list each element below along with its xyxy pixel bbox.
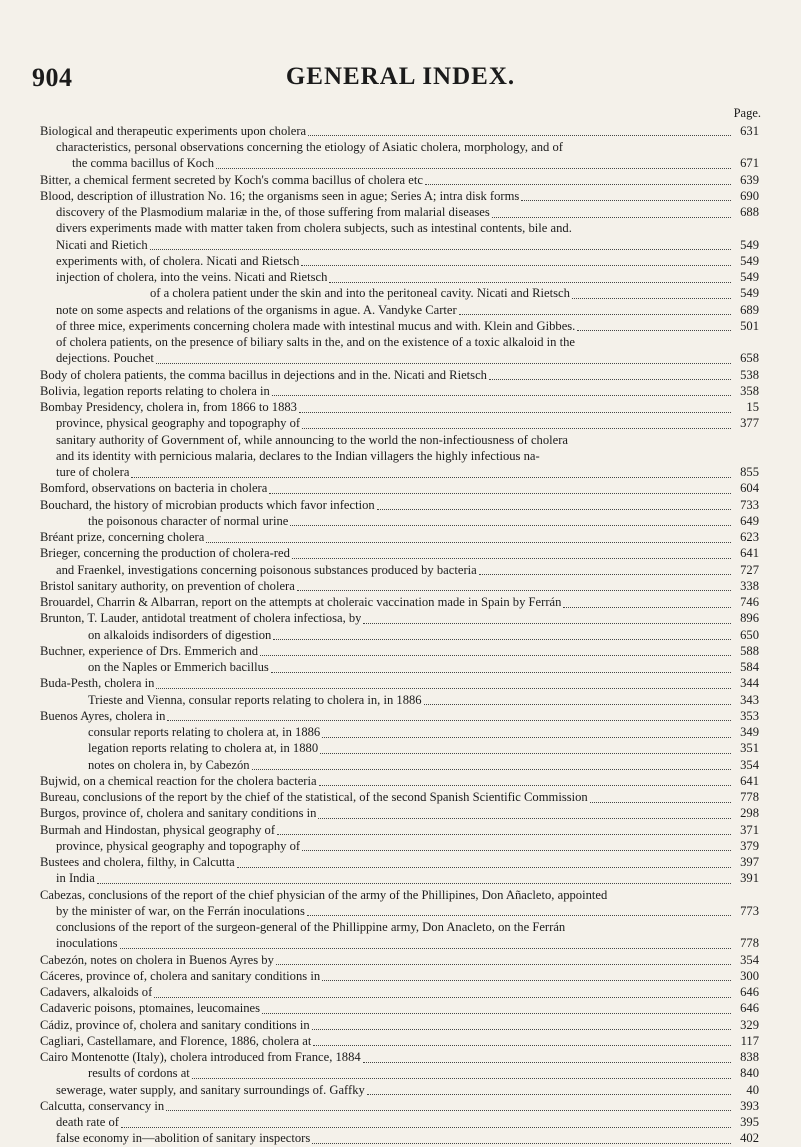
- index-entry: [0, 789, 801, 805]
- index-entry-text: legation reports relating to cholera at, in 1880: [88, 741, 319, 756]
- index-entry: [0, 156, 801, 172]
- index-entry-text: sanitary authority of Government of, while announcing to the world the non-infectiousness of cholera: [56, 432, 569, 447]
- index-entry-text: on alkaloids indisorders of digestion: [88, 627, 272, 642]
- dot-leader: [367, 1093, 731, 1095]
- index-entry-text: injection of cholera, into the veins. Nicati and Rietsch: [56, 270, 328, 285]
- index-entry-page: 588: [740, 643, 759, 658]
- index-entry-text: in India: [56, 871, 95, 886]
- index-entry-page: 354: [740, 757, 759, 772]
- index-entry-text: notes on cholera in, by Cabezón: [88, 757, 250, 772]
- index-entry: [0, 513, 801, 529]
- index-entry-text: of cholera patients, on the presence of biliary salts in the, and on the existence of a toxic alkaloid in the: [56, 335, 575, 350]
- index-entry-text: on the Naples or Emmerich bacillus: [88, 660, 269, 675]
- index-entry-text: of a cholera patient under the skin and into the peritoneal cavity. Nicati and Rietsch: [150, 286, 570, 301]
- index-entry-text: Burgos, province of, cholera and sanitary conditions in: [40, 806, 317, 821]
- dot-leader: [363, 622, 731, 624]
- index-entry-page: 300: [740, 968, 759, 983]
- index-entry: [0, 1033, 801, 1049]
- index-entry: [0, 399, 801, 415]
- index-entry: [0, 919, 801, 935]
- index-entry-page: 646: [740, 985, 759, 1000]
- dot-leader: [297, 589, 731, 591]
- page-title: GENERAL INDEX.: [285, 63, 516, 90]
- index-entry-page: 549: [740, 270, 759, 285]
- dot-leader: [150, 248, 731, 250]
- index-entry: [0, 692, 801, 708]
- index-entry-text: Cáceres, province of, cholera and sanitary conditions in: [40, 968, 321, 983]
- index-entry: [0, 497, 801, 513]
- dot-leader: [290, 524, 731, 526]
- index-entry: [0, 871, 801, 887]
- dot-leader: [319, 784, 731, 786]
- index-entry-text: death rate of: [56, 1115, 119, 1130]
- index-entry-page: 395: [740, 1115, 759, 1130]
- index-entry-text: Buda-Pesth, cholera in: [40, 676, 155, 691]
- dot-leader: [260, 654, 731, 656]
- dot-leader: [318, 817, 731, 819]
- dot-leader: [299, 411, 731, 413]
- dot-leader: [301, 264, 731, 266]
- index-entry-text: ture of cholera: [56, 465, 130, 480]
- index-entry: [0, 318, 801, 334]
- index-entry: [0, 286, 801, 302]
- dot-leader: [313, 1044, 731, 1046]
- index-entry: [0, 1131, 801, 1147]
- index-entry-text: Body of cholera patients, the comma bacillus in dejections and in the. Nicati and Rietsch: [40, 367, 487, 382]
- index-entry-text: Bustees and cholera, filthy, in Calcutta: [40, 855, 235, 870]
- index-entry-text: results of cordons at: [88, 1066, 190, 1081]
- index-entry-page: 649: [740, 513, 759, 528]
- dot-leader: [120, 947, 731, 949]
- dot-leader: [154, 996, 731, 998]
- index-entry-page: 584: [740, 660, 759, 675]
- dot-leader: [577, 347, 731, 348]
- index-entry-text: Trieste and Vienna, consular reports relating to cholera in, in 1886: [88, 692, 422, 707]
- dot-leader: [521, 199, 731, 201]
- dot-leader: [320, 752, 731, 754]
- index-entry-page: 358: [740, 383, 759, 398]
- index-entry-text: dejections. Pouchet: [56, 351, 154, 366]
- index-entry: [0, 188, 801, 204]
- index-entry: [0, 724, 801, 740]
- index-entry-text: Cagliari, Castellamare, and Florence, 1886, cholera at: [40, 1033, 312, 1048]
- index-entry-page: 393: [740, 1098, 759, 1113]
- dot-leader: [322, 736, 731, 738]
- dot-leader: [424, 703, 731, 705]
- dot-leader: [542, 460, 731, 461]
- dot-leader: [131, 476, 731, 478]
- index-entry-page: 371: [740, 822, 759, 837]
- index-entry: [0, 221, 801, 237]
- index-entry-page: 658: [740, 351, 759, 366]
- index-entry-text: Bristol sanitary authority, on prevention of cholera: [40, 578, 295, 593]
- index-entry: [0, 237, 801, 253]
- index-entry-text: Bombay Presidency, cholera in, from 1866 to 1883: [40, 400, 297, 415]
- index-entry: [0, 806, 801, 822]
- index-entry: [0, 204, 801, 220]
- dot-leader: [308, 134, 731, 136]
- index-entry-page: 377: [740, 416, 759, 431]
- dot-leader: [590, 801, 731, 803]
- dot-leader: [121, 1126, 731, 1128]
- index-entry-page: 501: [740, 318, 759, 333]
- index-entry-page: 727: [740, 562, 759, 577]
- index-entry: [0, 1017, 801, 1033]
- index-entry: [0, 1082, 801, 1098]
- index-entry-page: 117: [740, 1033, 759, 1048]
- dot-leader: [237, 866, 731, 868]
- page-header: [32, 63, 769, 97]
- index-entry-text: Biological and therapeutic experiments upon cholera: [40, 123, 307, 138]
- index-entry-text: Cadaveric poisons, ptomaines, leucomaines: [40, 1001, 260, 1016]
- dot-leader: [273, 638, 731, 640]
- index-entry: [0, 1098, 801, 1114]
- dot-leader: [570, 444, 731, 445]
- index-entry-page: 397: [740, 855, 759, 870]
- index-entry: [0, 594, 801, 610]
- index-entry-text: Brieger, concerning the production of cholera-red: [40, 546, 290, 561]
- dot-leader: [97, 882, 731, 884]
- index-entry-page: 379: [740, 838, 759, 853]
- index-entry-page: 631: [740, 123, 759, 138]
- index-entry-page: 354: [740, 952, 759, 967]
- index-entry-text: by the minister of war, on the Ferrán inoculations: [56, 903, 305, 918]
- index-entry-page: 391: [740, 871, 759, 886]
- dot-leader: [459, 313, 731, 315]
- dot-leader: [302, 849, 731, 851]
- index-entry-page: 641: [740, 773, 759, 788]
- index-entry: [0, 432, 801, 448]
- index-entry: [0, 529, 801, 545]
- index-entry-text: of three mice, experiments concerning cholera made with intestinal mucus and with. Klein and Gibbes.: [56, 318, 576, 333]
- index-entry-page: 641: [740, 546, 759, 561]
- dot-leader: [322, 979, 731, 981]
- index-entry: [0, 952, 801, 968]
- index-entry-text: the comma bacillus of Koch: [72, 156, 214, 171]
- index-entry: [0, 367, 801, 383]
- index-entry-text: sewerage, water supply, and sanitary surroundings of. Gaffky: [56, 1082, 365, 1097]
- index-entry-text: consular reports relating to cholera at, in 1886: [88, 725, 321, 740]
- index-entry-page: 838: [740, 1050, 759, 1065]
- index-entry: [0, 253, 801, 269]
- index-entry-page: 343: [740, 692, 759, 707]
- index-entry: [0, 757, 801, 773]
- index-entry: [0, 578, 801, 594]
- index-entry-text: Bujwid, on a chemical reaction for the cholera bacteria: [40, 773, 317, 788]
- index-entry-page: 896: [740, 611, 759, 626]
- index-entry-page: 671: [740, 156, 759, 171]
- index-entry: [0, 854, 801, 870]
- index-entry-page: 402: [740, 1131, 759, 1146]
- index-entry: [0, 936, 801, 952]
- index-entry-page: 538: [740, 367, 759, 382]
- index-entry-text: Cabezas, conclusions of the report of the chief physician of the army of the Phillipines, Don Añacleto, appointed: [40, 887, 608, 902]
- dot-leader: [363, 1061, 731, 1063]
- dot-leader: [307, 914, 731, 916]
- dot-leader: [216, 167, 731, 169]
- index-entry-page: 778: [740, 790, 759, 805]
- index-entry-text: Bureau, conclusions of the report by the chief of the statistical, of the second Spanish Scientific Commission: [40, 790, 588, 805]
- index-entry-page: 353: [740, 708, 759, 723]
- index-entry-page: 549: [740, 286, 759, 301]
- index-entry-text: Bolivia, legation reports relating to cholera in: [40, 383, 270, 398]
- index-entry-page: 690: [740, 188, 759, 203]
- dot-leader: [269, 492, 731, 494]
- index-entry-text: Burmah and Hindostan, physical geography of: [40, 822, 276, 837]
- page-number: 904: [32, 63, 73, 92]
- index-entry: [0, 708, 801, 724]
- index-entry-text: province, physical geography and topography of: [56, 416, 301, 431]
- index-entries: [0, 123, 801, 1147]
- index-entry-page: 746: [740, 595, 759, 610]
- index-entry-page: 773: [740, 903, 759, 918]
- index-entry: [0, 822, 801, 838]
- index-entry: [0, 659, 801, 675]
- index-entry-text: note on some aspects and relations of the organisms in ague. A. Vandyke Carter: [56, 302, 457, 317]
- index-entry-page: 688: [740, 205, 759, 220]
- dot-leader: [272, 394, 731, 396]
- dot-leader: [565, 152, 731, 153]
- index-entry: [0, 1001, 801, 1017]
- index-entry: [0, 139, 801, 155]
- index-entry-page: 639: [740, 172, 759, 187]
- dot-leader: [277, 833, 731, 835]
- index-entry: [0, 351, 801, 367]
- index-entry: [0, 984, 801, 1000]
- index-entry-page: 344: [740, 676, 759, 691]
- dot-leader: [166, 1109, 731, 1111]
- index-entry-page: 646: [740, 1001, 759, 1016]
- index-entry: [0, 627, 801, 643]
- dot-leader: [574, 233, 731, 234]
- dot-leader: [577, 329, 731, 331]
- index-entry: [0, 416, 801, 432]
- dot-leader: [567, 932, 731, 933]
- dot-leader: [425, 183, 731, 185]
- dot-leader: [563, 606, 731, 608]
- index-entry-text: province, physical geography and topography of: [56, 838, 301, 853]
- index-entry-page: 778: [740, 936, 759, 951]
- index-entry-text: Cádiz, province of, cholera and sanitary conditions in: [40, 1017, 310, 1032]
- index-entry-page: 298: [740, 806, 759, 821]
- dot-leader: [276, 963, 731, 965]
- index-entry-page: 733: [740, 497, 759, 512]
- index-entry: [0, 838, 801, 854]
- dot-leader: [609, 899, 731, 900]
- dot-leader: [302, 427, 731, 429]
- index-entry-text: Bouchard, the history of microbian products which favor infection: [40, 497, 375, 512]
- index-entry-text: and Fraenkel, investigations concerning poisonous substances produced by bacteria: [56, 562, 477, 577]
- dot-leader: [492, 216, 731, 218]
- index-entry: [0, 741, 801, 757]
- index-entry: [0, 172, 801, 188]
- index-entry: [0, 302, 801, 318]
- index-entry-text: Bomford, observations on bacteria in cholera: [40, 481, 268, 496]
- index-entry-page: 840: [740, 1066, 759, 1081]
- index-entry-text: Bréant prize, concerning cholera: [40, 530, 205, 545]
- index-entry: [0, 464, 801, 480]
- index-entry-page: 40: [746, 1082, 759, 1097]
- index-entry: [0, 643, 801, 659]
- index-entry-text: Nicati and Rietich: [56, 237, 148, 252]
- index-entry: [0, 1049, 801, 1065]
- index-entry: [0, 383, 801, 399]
- index-entry: [0, 334, 801, 350]
- dot-leader: [192, 1077, 731, 1079]
- dot-leader: [292, 557, 731, 559]
- index-entry-page: 351: [740, 741, 759, 756]
- index-entry: [0, 968, 801, 984]
- dot-leader: [479, 573, 731, 575]
- index-entry-text: Cadavers, alkaloids of: [40, 985, 153, 1000]
- index-entry: [0, 448, 801, 464]
- index-entry-page: 604: [740, 481, 759, 496]
- index-entry-text: and its identity with pernicious malaria, declares to the Indian villagers the highly infectious na-: [56, 448, 540, 463]
- dot-leader: [167, 719, 731, 721]
- index-entry-text: discovery of the Plasmodium malariæ in the, of those suffering from malarial diseases: [56, 205, 490, 220]
- index-entry: [0, 1114, 801, 1130]
- index-entry-text: divers experiments made with matter taken from cholera subjects, such as intestinal contents, bile and.: [56, 221, 572, 236]
- index-entry-text: Brouardel, Charrin & Albarran, report on the attempts at choleraic vaccination made in Spain by Ferrán: [40, 595, 562, 610]
- index-entry-text: conclusions of the report of the surgeon-general of the Phillippine army, Don Anacleto, on the Ferrán: [56, 920, 566, 935]
- dot-leader: [156, 362, 731, 364]
- index-entry-page: 15: [746, 400, 759, 415]
- dot-leader: [312, 1028, 731, 1030]
- dot-leader: [262, 1012, 731, 1014]
- index-entry-text: the poisonous character of normal urine: [88, 513, 289, 528]
- index-entry-text: Calcutta, conservancy in: [40, 1098, 165, 1113]
- dot-leader: [252, 768, 731, 770]
- index-entry-page: 623: [740, 530, 759, 545]
- dot-leader: [271, 671, 731, 673]
- dot-leader: [572, 297, 731, 299]
- index-entry-page: 689: [740, 302, 759, 317]
- index-entry-page: 338: [740, 578, 759, 593]
- index-entry-text: Cairo Montenotte (Italy), cholera introduced from France, 1884: [40, 1050, 361, 1065]
- index-entry-text: Buenos Ayres, cholera in: [40, 708, 166, 723]
- index-entry-text: false economy in—abolition of sanitary inspectors: [56, 1131, 311, 1146]
- index-entry-text: experiments with, of cholera. Nicati and Rietsch: [56, 253, 300, 268]
- index-entry-text: Bitter, a chemical ferment secreted by Koch's comma bacillus of cholera etc: [40, 172, 423, 187]
- index-entry-text: Buchner, experience of Drs. Emmerich and: [40, 643, 259, 658]
- index-entry: [0, 269, 801, 285]
- index-entry: [0, 887, 801, 903]
- index-entry-text: Brunton, T. Lauder, antidotal treatment of cholera infectiosa, by: [40, 611, 362, 626]
- index-entry: [0, 903, 801, 919]
- index-entry: [0, 611, 801, 627]
- index-entry: [0, 1066, 801, 1082]
- index-entry: [0, 481, 801, 497]
- index-entry: [0, 546, 801, 562]
- index-entry-text: Blood, description of illustration No. 16; the organisms seen in ague; Series A; intra disk forms: [40, 188, 520, 203]
- index-entry-page: 549: [740, 253, 759, 268]
- index-entry: [0, 562, 801, 578]
- index-entry-text: inoculations: [56, 936, 118, 951]
- index-entry-text: characteristics, personal observations concerning the etiology of Asiatic cholera, morphology, and of: [56, 140, 563, 155]
- dot-leader: [489, 378, 731, 380]
- page-column-label: Page.: [733, 106, 761, 120]
- index-entry-page: 549: [740, 237, 759, 252]
- index-entry-page: 349: [740, 725, 759, 740]
- dot-leader: [156, 687, 731, 689]
- dot-leader: [312, 1142, 731, 1144]
- index-entry-text: Cabezón, notes on cholera in Buenos Ayres by: [40, 952, 274, 967]
- dot-leader: [329, 281, 731, 283]
- index-entry-page: 855: [740, 465, 759, 480]
- index-entry-page: 650: [740, 627, 759, 642]
- dot-leader: [377, 508, 731, 510]
- index-entry: [0, 123, 801, 139]
- index-entry: [0, 773, 801, 789]
- index-entry: [0, 676, 801, 692]
- index-entry-page: 329: [740, 1017, 759, 1032]
- dot-leader: [206, 541, 731, 543]
